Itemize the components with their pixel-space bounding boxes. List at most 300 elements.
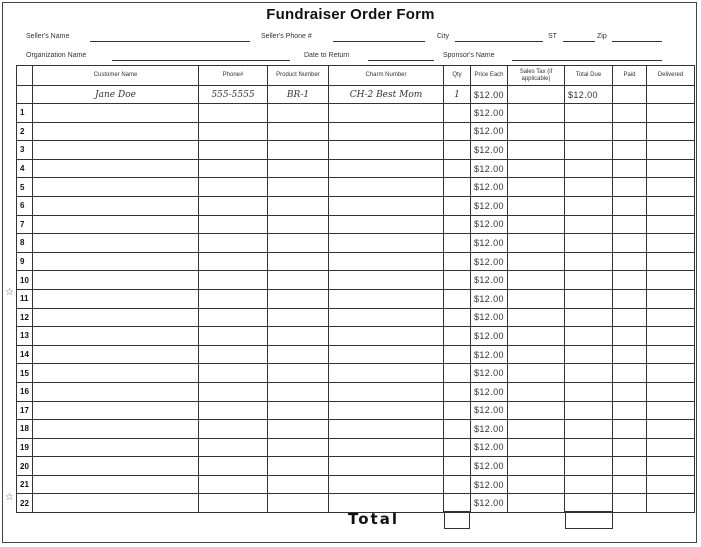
charm-number-cell[interactable] — [329, 271, 444, 290]
paid-cell[interactable] — [613, 234, 647, 253]
charm-number-cell[interactable] — [329, 104, 444, 123]
row-number: 11 — [17, 289, 33, 308]
paid-cell[interactable] — [613, 494, 647, 513]
phone-cell[interactable] — [199, 196, 268, 215]
phone-cell[interactable] — [199, 475, 268, 494]
product-number-cell[interactable] — [268, 122, 329, 141]
paid-cell[interactable] — [613, 141, 647, 160]
product-number-cell[interactable] — [268, 308, 329, 327]
price-each-cell: $12.00 — [471, 327, 508, 346]
state-label: ST — [548, 33, 557, 40]
delivered-cell[interactable] — [647, 420, 695, 439]
product-number-cell[interactable] — [268, 104, 329, 123]
customer-name-cell[interactable] — [33, 122, 199, 141]
table-row — [17, 271, 695, 290]
delivered-header: Delivered — [647, 66, 695, 86]
phone-cell[interactable] — [199, 327, 268, 346]
customer-name-cell[interactable] — [33, 494, 199, 513]
star-icon: ☆ — [5, 287, 14, 298]
paid-cell[interactable] — [613, 382, 647, 401]
table-row — [17, 196, 695, 215]
customer-name-cell[interactable] — [33, 382, 199, 401]
paid-cell[interactable] — [613, 401, 647, 420]
row-number: 14 — [17, 345, 33, 364]
organization-name-label: Organization Name — [26, 52, 87, 59]
sales-tax-cell[interactable] — [508, 327, 565, 346]
charm-number-header: Charm Number — [329, 66, 444, 86]
price-each-cell: $12.00 — [471, 122, 508, 141]
delivered-cell[interactable] — [647, 141, 695, 160]
paid-cell[interactable] — [613, 196, 647, 215]
qty-cell[interactable] — [444, 364, 471, 383]
sales-tax-cell[interactable] — [508, 382, 565, 401]
price-each-cell: $12.00 — [471, 159, 508, 178]
paid-cell[interactable] — [613, 252, 647, 271]
charm-number-cell[interactable] — [329, 289, 444, 308]
phone-header: Phone# — [199, 66, 268, 86]
product-number-cell[interactable] — [268, 141, 329, 160]
total-due-cell[interactable] — [565, 271, 613, 290]
product-number-cell[interactable] — [268, 234, 329, 253]
price-each-cell: $12.00 — [471, 141, 508, 160]
paid-cell[interactable] — [613, 308, 647, 327]
paid-cell[interactable] — [613, 327, 647, 346]
delivered-cell[interactable] — [647, 401, 695, 420]
product-number-cell[interactable] — [268, 475, 329, 494]
row-number: 1 — [17, 104, 33, 123]
paid-cell[interactable] — [613, 178, 647, 197]
paid-cell[interactable] — [613, 289, 647, 308]
qty-cell[interactable] — [444, 382, 471, 401]
charm-number-cell[interactable] — [329, 364, 444, 383]
star-icon: ☆ — [5, 492, 14, 503]
sellers-name-field[interactable] — [90, 41, 250, 42]
total-qty-box[interactable] — [444, 511, 470, 529]
total-due-cell[interactable] — [565, 401, 613, 420]
sellers-name-label: Seller's Name — [26, 33, 70, 40]
sample-row — [17, 86, 695, 104]
row-number: 2 — [17, 122, 33, 141]
total-due-cell[interactable] — [565, 215, 613, 234]
price-each-cell: $12.00 — [471, 234, 508, 253]
delivered-cell[interactable] — [647, 178, 695, 197]
charm-number-cell[interactable] — [329, 401, 444, 420]
customer-name-cell[interactable] — [33, 475, 199, 494]
charm-number-cell[interactable] — [329, 308, 444, 327]
customer-name-cell[interactable] — [33, 141, 199, 160]
customer-name-cell[interactable] — [33, 420, 199, 439]
total-due-cell[interactable] — [565, 327, 613, 346]
phone-cell[interactable] — [199, 252, 268, 271]
sales-tax-cell[interactable] — [508, 494, 565, 513]
phone-cell[interactable] — [199, 308, 268, 327]
table-row — [17, 382, 695, 401]
phone-cell[interactable] — [199, 104, 268, 123]
price-each-cell: $12.00 — [471, 457, 508, 476]
phone-cell[interactable] — [199, 494, 268, 513]
customer-name-cell[interactable] — [33, 457, 199, 476]
paid-cell[interactable] — [613, 364, 647, 383]
charm-number-cell[interactable] — [329, 141, 444, 160]
total-due-cell[interactable] — [565, 308, 613, 327]
date-to-return-field[interactable] — [368, 60, 434, 61]
customer-name-cell[interactable] — [33, 159, 199, 178]
price-each-cell: $12.00 — [471, 271, 508, 290]
product-number-cell[interactable] — [268, 382, 329, 401]
qty-header: Qty — [444, 66, 471, 86]
table-row — [17, 104, 695, 123]
charm-number-cell[interactable] — [329, 438, 444, 457]
delivered-cell[interactable] — [647, 308, 695, 327]
delivered-cell[interactable] — [647, 252, 695, 271]
row-number: 7 — [17, 215, 33, 234]
customer-name-cell[interactable] — [33, 178, 199, 197]
sales-tax-cell[interactable] — [508, 364, 565, 383]
customer-name-cell[interactable] — [33, 104, 199, 123]
sample-sales-tax[interactable] — [508, 86, 565, 104]
table-row — [17, 215, 695, 234]
phone-cell[interactable] — [199, 215, 268, 234]
product-number-cell[interactable] — [268, 289, 329, 308]
sales-tax-cell[interactable] — [508, 438, 565, 457]
price-each-header: Price Each — [471, 66, 508, 86]
charm-number-cell[interactable] — [329, 345, 444, 364]
state-field[interactable] — [563, 41, 595, 42]
phone-cell[interactable] — [199, 382, 268, 401]
table-row — [17, 122, 695, 141]
qty-cell[interactable] — [444, 271, 471, 290]
table-row — [17, 420, 695, 439]
qty-cell[interactable] — [444, 494, 471, 513]
delivered-cell[interactable] — [647, 289, 695, 308]
delivered-cell[interactable] — [647, 364, 695, 383]
total-due-cell[interactable] — [565, 104, 613, 123]
paid-header: Paid — [613, 66, 647, 86]
delivered-cell[interactable] — [647, 345, 695, 364]
row-number: 5 — [17, 178, 33, 197]
customer-name-cell[interactable] — [33, 345, 199, 364]
qty-cell[interactable] — [444, 141, 471, 160]
paid-cell[interactable] — [613, 104, 647, 123]
product-number-header: Product Number — [268, 66, 329, 86]
customer-name-cell[interactable] — [33, 289, 199, 308]
price-each-cell: $12.00 — [471, 196, 508, 215]
phone-cell[interactable] — [199, 234, 268, 253]
product-number-cell[interactable] — [268, 196, 329, 215]
phone-cell[interactable] — [199, 122, 268, 141]
product-number-cell[interactable] — [268, 252, 329, 271]
paid-cell[interactable] — [613, 159, 647, 178]
product-number-cell[interactable] — [268, 345, 329, 364]
customer-name-cell[interactable] — [33, 327, 199, 346]
product-number-cell[interactable] — [268, 271, 329, 290]
paid-cell[interactable] — [613, 215, 647, 234]
sponsors-name-label: Sponsor's Name — [443, 52, 495, 59]
sales-tax-cell[interactable] — [508, 234, 565, 253]
product-number-cell[interactable] — [268, 438, 329, 457]
price-each-cell: $12.00 — [471, 438, 508, 457]
row-number: 12 — [17, 308, 33, 327]
sales-tax-cell[interactable] — [508, 215, 565, 234]
phone-cell[interactable] — [199, 364, 268, 383]
product-number-cell[interactable] — [268, 215, 329, 234]
delivered-cell[interactable] — [647, 234, 695, 253]
sample-phone[interactable]: 555-5555 — [199, 86, 268, 104]
charm-number-cell[interactable] — [329, 122, 444, 141]
paid-cell[interactable] — [613, 475, 647, 494]
row-number: 13 — [17, 327, 33, 346]
sample-row-number — [17, 86, 33, 104]
paid-cell[interactable] — [613, 345, 647, 364]
sales-tax-cell[interactable] — [508, 457, 565, 476]
phone-cell[interactable] — [199, 289, 268, 308]
sample-customer-name[interactable]: Jane Doe — [33, 86, 199, 104]
delivered-cell[interactable] — [647, 104, 695, 123]
table-row — [17, 327, 695, 346]
customer-name-cell[interactable] — [33, 438, 199, 457]
sellers-phone-field[interactable] — [333, 41, 425, 42]
sales-tax-cell[interactable] — [508, 271, 565, 290]
charm-number-cell[interactable] — [329, 234, 444, 253]
table-row — [17, 289, 695, 308]
price-each-cell: $12.00 — [471, 104, 508, 123]
total-due-cell[interactable] — [565, 234, 613, 253]
row-number: 9 — [17, 252, 33, 271]
total-due-cell[interactable] — [565, 438, 613, 457]
price-each-cell: $12.00 — [471, 178, 508, 197]
row-number: 22 — [17, 494, 33, 513]
product-number-cell[interactable] — [268, 457, 329, 476]
qty-cell[interactable] — [444, 159, 471, 178]
total-due-cell[interactable] — [565, 178, 613, 197]
table-row — [17, 308, 695, 327]
phone-cell[interactable] — [199, 345, 268, 364]
zip-label: Zip — [597, 33, 607, 40]
total-due-cell[interactable] — [565, 141, 613, 160]
customer-name-cell[interactable] — [33, 401, 199, 420]
total-due-cell[interactable] — [565, 364, 613, 383]
qty-cell[interactable] — [444, 308, 471, 327]
table-row — [17, 178, 695, 197]
product-number-cell[interactable] — [268, 364, 329, 383]
qty-cell[interactable] — [444, 420, 471, 439]
sample-paid[interactable] — [613, 86, 647, 104]
product-number-cell[interactable] — [268, 327, 329, 346]
qty-cell[interactable] — [444, 457, 471, 476]
customer-name-cell[interactable] — [33, 234, 199, 253]
customer-name-cell[interactable] — [33, 215, 199, 234]
sellers-phone-label: Seller's Phone # — [261, 33, 312, 40]
paid-cell[interactable] — [613, 457, 647, 476]
charm-number-cell[interactable] — [329, 196, 444, 215]
customer-name-header: Customer Name — [33, 66, 199, 86]
table-row — [17, 401, 695, 420]
product-number-cell[interactable] — [268, 159, 329, 178]
product-number-cell[interactable] — [268, 401, 329, 420]
delivered-cell[interactable] — [647, 271, 695, 290]
row-number: 21 — [17, 475, 33, 494]
table-header-row — [17, 66, 695, 86]
sales-tax-cell[interactable] — [508, 420, 565, 439]
sales-tax-header: Sales Tax (if applicable) — [508, 66, 565, 86]
total-due-cell[interactable] — [565, 289, 613, 308]
sales-tax-cell[interactable] — [508, 104, 565, 123]
phone-cell[interactable] — [199, 401, 268, 420]
qty-cell[interactable] — [444, 178, 471, 197]
qty-cell[interactable] — [444, 438, 471, 457]
customer-name-cell[interactable] — [33, 252, 199, 271]
row-number: 8 — [17, 234, 33, 253]
charm-number-cell[interactable] — [329, 159, 444, 178]
charm-number-cell[interactable] — [329, 420, 444, 439]
sales-tax-cell[interactable] — [508, 178, 565, 197]
paid-cell[interactable] — [613, 438, 647, 457]
qty-cell[interactable] — [444, 252, 471, 271]
sales-tax-cell[interactable] — [508, 159, 565, 178]
total-due-header: Total Due — [565, 66, 613, 86]
total-due-box[interactable] — [565, 511, 613, 529]
city-field[interactable] — [455, 41, 543, 42]
customer-name-cell[interactable] — [33, 271, 199, 290]
sales-tax-cell[interactable] — [508, 289, 565, 308]
qty-cell[interactable] — [444, 122, 471, 141]
charm-number-cell[interactable] — [329, 252, 444, 271]
delivered-cell[interactable] — [647, 159, 695, 178]
sample-total-due[interactable]: $12.00 — [565, 86, 613, 104]
qty-cell[interactable] — [444, 289, 471, 308]
sample-qty[interactable]: 1 — [444, 86, 471, 104]
price-each-cell: $12.00 — [471, 345, 508, 364]
customer-name-cell[interactable] — [33, 364, 199, 383]
qty-cell[interactable] — [444, 104, 471, 123]
row-number: 16 — [17, 382, 33, 401]
customer-name-cell[interactable] — [33, 196, 199, 215]
table-row — [17, 234, 695, 253]
qty-cell[interactable] — [444, 234, 471, 253]
sales-tax-cell[interactable] — [508, 475, 565, 494]
paid-cell[interactable] — [613, 122, 647, 141]
sales-tax-cell[interactable] — [508, 196, 565, 215]
total-due-cell[interactable] — [565, 475, 613, 494]
row-number: 20 — [17, 457, 33, 476]
delivered-cell[interactable] — [647, 196, 695, 215]
row-number: 10 — [17, 271, 33, 290]
table-row — [17, 159, 695, 178]
sample-price-each: $12.00 — [471, 86, 508, 104]
delivered-cell[interactable] — [647, 215, 695, 234]
price-each-cell: $12.00 — [471, 364, 508, 383]
table-row — [17, 438, 695, 457]
row-number-header — [17, 66, 33, 86]
delivered-cell[interactable] — [647, 438, 695, 457]
qty-cell[interactable] — [444, 215, 471, 234]
qty-cell[interactable] — [444, 327, 471, 346]
qty-cell[interactable] — [444, 475, 471, 494]
table-row — [17, 475, 695, 494]
price-each-cell: $12.00 — [471, 252, 508, 271]
delivered-cell[interactable] — [647, 327, 695, 346]
charm-number-cell[interactable] — [329, 178, 444, 197]
charm-number-cell[interactable] — [329, 327, 444, 346]
sample-product-number[interactable]: BR-1 — [268, 86, 329, 104]
charm-number-cell[interactable] — [329, 215, 444, 234]
sponsors-name-field[interactable] — [512, 60, 662, 61]
phone-cell[interactable] — [199, 438, 268, 457]
phone-cell[interactable] — [199, 457, 268, 476]
page-title: Fundraiser Order Form — [266, 6, 435, 23]
total-due-cell[interactable] — [565, 494, 613, 513]
row-number: 3 — [17, 141, 33, 160]
organization-name-field[interactable] — [112, 60, 290, 61]
table-row — [17, 141, 695, 160]
delivered-cell[interactable] — [647, 122, 695, 141]
sample-delivered[interactable] — [647, 86, 695, 104]
row-number: 6 — [17, 196, 33, 215]
sales-tax-cell[interactable] — [508, 252, 565, 271]
price-each-cell: $12.00 — [471, 401, 508, 420]
sample-charm-number[interactable]: CH-2 Best Mom — [329, 86, 444, 104]
zip-field[interactable] — [612, 41, 662, 42]
sales-tax-cell[interactable] — [508, 141, 565, 160]
charm-number-cell[interactable] — [329, 475, 444, 494]
total-due-cell[interactable] — [565, 122, 613, 141]
total-due-cell[interactable] — [565, 382, 613, 401]
price-each-cell: $12.00 — [471, 289, 508, 308]
paid-cell[interactable] — [613, 271, 647, 290]
total-due-cell[interactable] — [565, 457, 613, 476]
table-row — [17, 457, 695, 476]
total-due-cell[interactable] — [565, 345, 613, 364]
city-label: City — [437, 33, 450, 40]
qty-cell[interactable] — [444, 196, 471, 215]
order-table — [16, 65, 695, 513]
row-number: 18 — [17, 420, 33, 439]
sales-tax-cell[interactable] — [508, 122, 565, 141]
delivered-cell[interactable] — [647, 475, 695, 494]
price-each-cell: $12.00 — [471, 308, 508, 327]
total-due-cell[interactable] — [565, 420, 613, 439]
price-each-cell: $12.00 — [471, 420, 508, 439]
qty-cell[interactable] — [444, 345, 471, 364]
customer-name-cell[interactable] — [33, 308, 199, 327]
delivered-cell[interactable] — [647, 494, 695, 513]
delivered-cell[interactable] — [647, 382, 695, 401]
row-number: 4 — [17, 159, 33, 178]
product-number-cell[interactable] — [268, 178, 329, 197]
phone-cell[interactable] — [199, 420, 268, 439]
charm-number-cell[interactable] — [329, 457, 444, 476]
price-each-cell: $12.00 — [471, 215, 508, 234]
phone-cell[interactable] — [199, 271, 268, 290]
total-due-cell[interactable] — [565, 196, 613, 215]
phone-cell[interactable] — [199, 141, 268, 160]
product-number-cell[interactable] — [268, 420, 329, 439]
product-number-cell[interactable] — [268, 494, 329, 513]
sales-tax-cell[interactable] — [508, 345, 565, 364]
qty-cell[interactable] — [444, 401, 471, 420]
total-due-cell[interactable] — [565, 159, 613, 178]
phone-cell[interactable] — [199, 159, 268, 178]
charm-number-cell[interactable] — [329, 382, 444, 401]
sales-tax-cell[interactable] — [508, 308, 565, 327]
delivered-cell[interactable] — [647, 457, 695, 476]
sales-tax-cell[interactable] — [508, 401, 565, 420]
row-number: 15 — [17, 364, 33, 383]
date-to-return-label: Date to Return — [304, 52, 350, 59]
total-due-cell[interactable] — [565, 252, 613, 271]
paid-cell[interactable] — [613, 420, 647, 439]
phone-cell[interactable] — [199, 178, 268, 197]
